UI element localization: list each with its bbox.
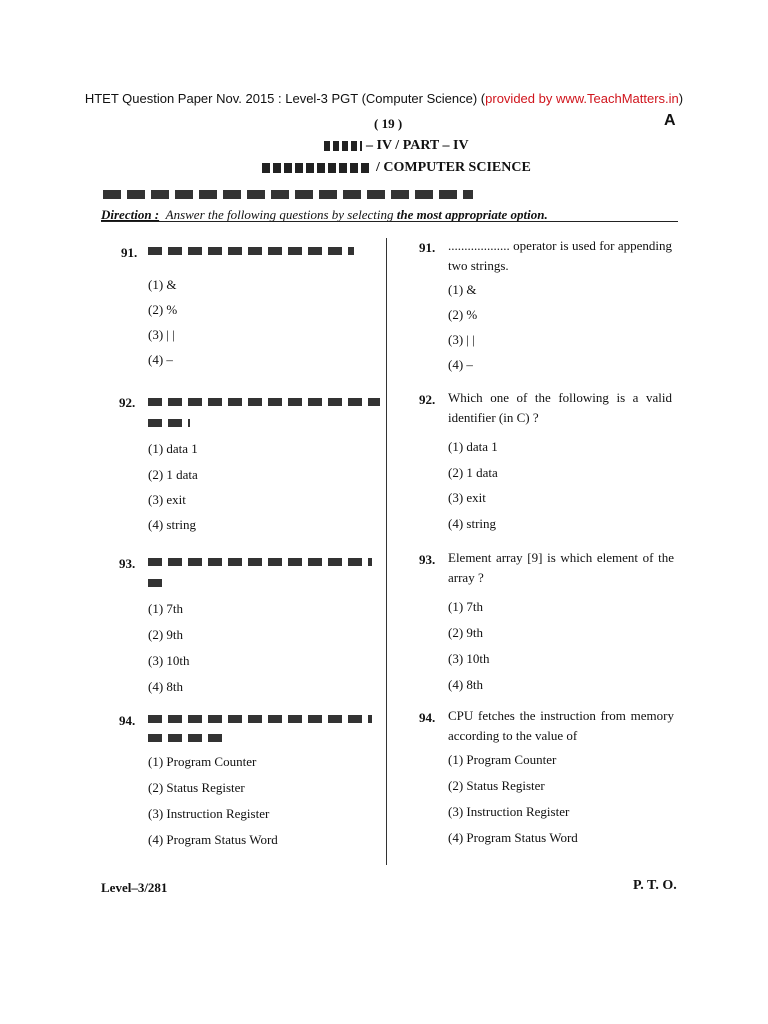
banner-title: HTET Question Paper Nov. 2015 : Level-3 PGT (Computer Science) (	[84, 91, 486, 106]
option: (2) 1 data	[148, 467, 198, 482]
footer-pto: P. T. O.	[633, 878, 677, 893]
option: (3) exit	[448, 490, 486, 505]
question-number: 94.	[419, 710, 436, 725]
question-text: Which one of the following is a valid identifier (in C) ?	[448, 390, 672, 425]
hindi-text-glyph	[324, 141, 362, 151]
option: (3) 10th	[448, 651, 490, 666]
question-number: 94.	[119, 713, 136, 728]
option: (2) 1 data	[448, 465, 498, 480]
option: (2) Status Register	[448, 778, 545, 793]
header-banner	[0, 91, 768, 106]
question-number: 91.	[121, 245, 138, 260]
option: (3) exit	[148, 492, 186, 507]
part-title	[324, 138, 469, 154]
option: (3) 10th	[148, 653, 190, 668]
part-title-text: – IV / PART – IV	[366, 138, 469, 153]
banner-close-paren: )	[678, 91, 684, 106]
page-number: ( 19 )	[374, 116, 403, 131]
option: (1) &	[148, 277, 177, 292]
hindi-direction-line	[103, 190, 473, 199]
option: (1) 7th	[448, 599, 484, 614]
option: (2) %	[148, 302, 178, 317]
booklet-set-code: A	[664, 112, 676, 129]
hindi-question-text	[148, 579, 168, 587]
question-text: CPU fetches the instruction from memory according to the value of	[448, 708, 674, 743]
option: (3) | |	[448, 332, 475, 347]
option: (1) Program Counter	[448, 752, 557, 767]
hindi-question-text	[148, 419, 190, 427]
option: (4) Program Status Word	[148, 832, 278, 847]
option: (1) data 1	[448, 439, 498, 454]
hindi-question-text	[148, 715, 372, 723]
option: (4) 8th	[448, 677, 484, 692]
hindi-question-text	[148, 558, 372, 566]
question-number: 93.	[419, 552, 436, 567]
question-number: 93.	[119, 556, 136, 571]
option: (2) 9th	[448, 625, 484, 640]
question-text: Element array [9] is which element of the array ?	[448, 550, 674, 585]
option: (3) | |	[148, 327, 175, 342]
option: (4) Program Status Word	[448, 830, 578, 845]
question-number: 92.	[419, 392, 436, 407]
subject-title	[262, 160, 531, 176]
option: (2) %	[448, 307, 478, 322]
option: (3) Instruction Register	[148, 806, 270, 821]
option: (4) 8th	[148, 679, 184, 694]
direction-label: Direction :	[101, 207, 160, 222]
footer-level-code: Level–3/281	[101, 880, 168, 895]
option: (4) –	[448, 357, 473, 372]
question-text: ................... operator is used for appending two strings.	[448, 238, 672, 273]
option: (1) data 1	[148, 441, 198, 456]
option: (4) –	[148, 352, 173, 367]
hindi-question-text	[148, 247, 354, 255]
question-number: 92.	[119, 395, 136, 410]
option: (2) 9th	[148, 627, 184, 642]
option: (4) string	[148, 517, 197, 532]
column-divider	[386, 238, 387, 865]
banner-source-link[interactable]: provided by www.TeachMatters.in	[485, 91, 679, 106]
direction-emphasis: the most appropriate option.	[396, 207, 548, 222]
option: (1) &	[448, 282, 477, 297]
hindi-question-text	[148, 398, 380, 406]
direction-text: Answer the following questions by selecting	[165, 207, 397, 222]
option: (4) string	[448, 516, 497, 531]
hindi-text-glyph	[262, 163, 372, 173]
header-rule	[101, 221, 678, 222]
option: (2) Status Register	[148, 780, 245, 795]
option: (3) Instruction Register	[448, 804, 570, 819]
question-number: 91.	[419, 240, 436, 255]
hindi-question-text	[148, 734, 228, 742]
option: (1) 7th	[148, 601, 184, 616]
option: (1) Program Counter	[148, 754, 257, 769]
subject-title-text: / COMPUTER SCIENCE	[376, 160, 531, 175]
